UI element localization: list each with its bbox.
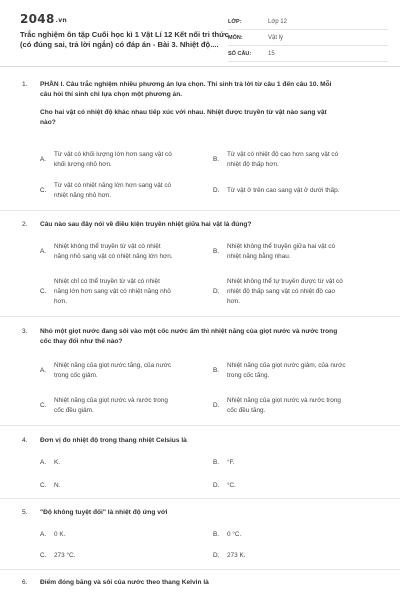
meta-row-subject xyxy=(228,30,388,46)
document-title: Trắc nghiệm ôn tập Cuối học kì 1 Vật Lí 12 Kết nối tri thức (có đúng sai, trả lời ngắn) có đáp án - Bài 3. Nhiệt độ.... xyxy=(20,30,229,49)
question-number: 5. xyxy=(22,509,28,516)
question-text: Điểm đóng băng và sôi của nước theo thang Kelvin là xyxy=(40,579,209,586)
meta-row-count xyxy=(228,46,388,62)
question-text: Câu nào sau đây nói về điều kiện truyền nhiệt giữa hai vật là đúng? xyxy=(40,221,252,228)
question-number: 4. xyxy=(22,437,28,444)
question-text: "Độ không tuyệt đối" là nhiệt độ ứng với xyxy=(40,509,168,516)
question-divider xyxy=(0,498,400,499)
meta-value: Lớp 12 xyxy=(268,18,287,25)
question-number: 3. xyxy=(22,328,28,335)
meta-value: 15 xyxy=(268,50,275,57)
site-logo[interactable]: 2048.vn xyxy=(20,12,67,26)
question-text: PHẦN I. Câu trắc nghiệm nhiều phương án lựa chọn. Thí sinh trả lời từ câu 1 đến câu 10. Mỗi câu hỏi thí sinh chỉ lựa chọn một phương án. xyxy=(40,81,332,98)
document-header xyxy=(0,0,400,67)
question-number: 2. xyxy=(22,221,28,228)
question-number: 6. xyxy=(22,579,28,586)
question-divider xyxy=(0,569,400,570)
question-prompt: Cho hai vật có nhiệt độ khác nhau tiếp xúc với nhau. Nhiệt được truyền từ vật nào sang vật nào? xyxy=(40,109,327,126)
question-number: 1. xyxy=(22,81,28,88)
question-text: Nhỏ một giọt nước đang sôi vào một cốc nước ấm thì nhiệt năng của giọt nước và nước trong cốc thay đổi như thế nào? xyxy=(40,328,338,345)
question-divider xyxy=(0,210,400,211)
question-divider xyxy=(0,316,400,317)
meta-key: SỐ CÂU: xyxy=(228,50,252,57)
meta-key: MÔN: xyxy=(228,34,243,41)
question-divider xyxy=(0,425,400,426)
meta-value: Vật lý xyxy=(268,34,284,41)
question-text: Đơn vị đo nhiệt độ trong thang nhiệt Celsius là xyxy=(40,437,187,444)
meta-key: LỚP: xyxy=(228,18,242,25)
document-meta xyxy=(228,14,388,62)
meta-row-grade xyxy=(228,14,388,30)
